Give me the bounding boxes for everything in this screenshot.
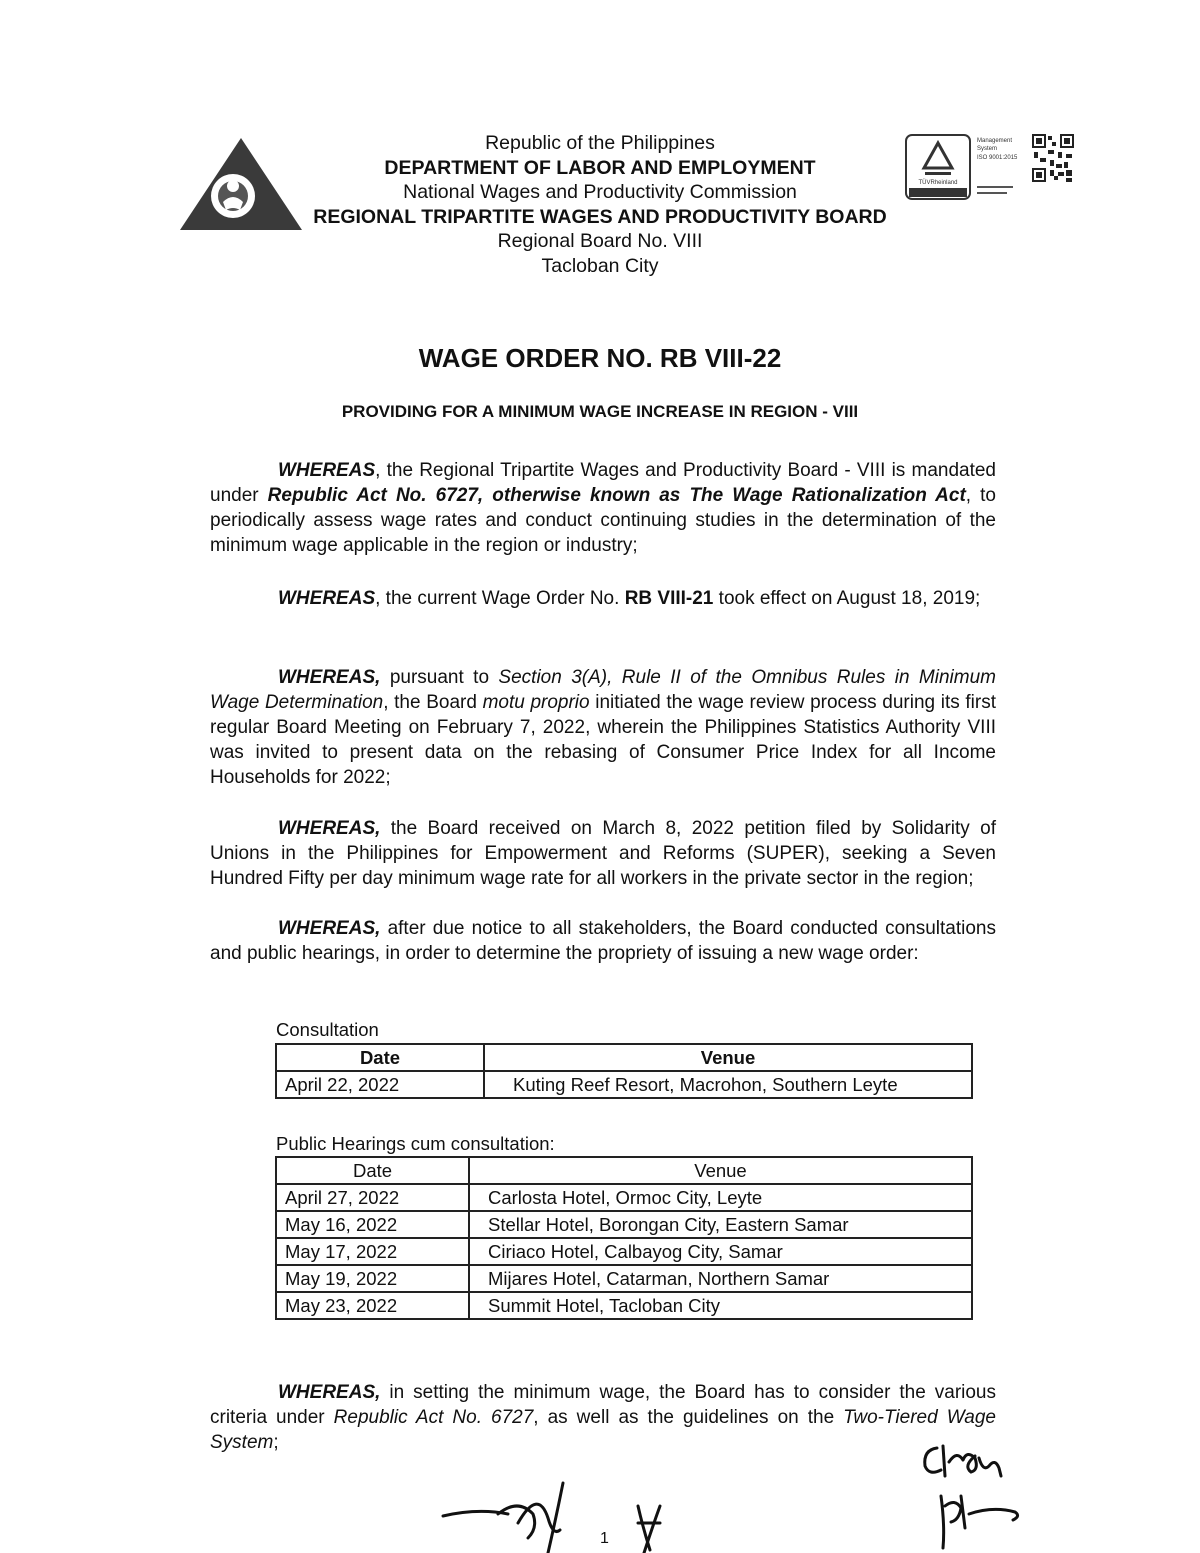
whereas-lead: WHEREAS, — [278, 918, 381, 939]
page-number: 1 — [600, 1530, 609, 1547]
cell-date: May 16, 2022 — [276, 1211, 469, 1238]
table-row — [276, 1184, 972, 1211]
paragraph-text: , the Board — [383, 692, 483, 713]
paragraph-text: , the current Wage Order No. — [375, 588, 625, 609]
dole-logo-icon — [178, 136, 304, 232]
paragraph-text: took effect on August 18, 2019; — [713, 588, 981, 609]
cert-label-iso: ISO 9001:2015 — [977, 155, 1018, 161]
paragraph-text: after due notice to all stakeholders, the Board conducted consultations and public hearings, in order to determine the propriety of issuing a new wage order: — [210, 918, 996, 964]
column-header-venue: Venue — [484, 1044, 972, 1071]
cert-label-management: Management — [977, 138, 1013, 144]
cell-venue: Ciriaco Hotel, Calbayog City, Samar — [469, 1238, 972, 1265]
signature-initials-icon — [438, 1478, 668, 1553]
paragraph-text: ; — [273, 1432, 279, 1453]
whereas-paragraph-4 — [210, 816, 996, 891]
consultation-caption: Consultation — [276, 1019, 379, 1040]
law-reference: Republic Act No. 6727 — [333, 1407, 534, 1428]
column-header-venue: Venue — [469, 1157, 972, 1184]
cell-venue: Kuting Reef Resort, Macrohon, Southern Leyte — [484, 1071, 972, 1098]
header-republic: Republic of the Philippines — [485, 132, 715, 154]
header-city: Tacloban City — [541, 254, 659, 277]
hearings-table — [275, 1156, 973, 1320]
document-subtitle: PROVIDING FOR A MINIMUM WAGE INCREASE IN REGION - VIII — [341, 402, 859, 421]
whereas-lead: WHEREAS — [278, 588, 376, 609]
whereas-lead: WHEREAS, — [278, 1382, 381, 1403]
paragraph-text: the Board received on March 8, 2022 petition filed by Solidarity of Unions in the Philippines for Empowerment and Reforms (SUPER), seeking a Seven Hundred Fifty per day minimum wage rate for all workers in the private sector in the region; — [210, 818, 996, 889]
cell-date: May 19, 2022 — [276, 1265, 469, 1292]
whereas-paragraph-3 — [210, 665, 996, 790]
cell-venue: Carlosta Hotel, Ormoc City, Leyte — [469, 1184, 972, 1211]
whereas-paragraph-6 — [210, 1380, 996, 1455]
handwritten-initials-icon — [915, 1436, 1025, 1551]
cell-venue: Stellar Hotel, Borongan City, Eastern Samar — [469, 1211, 972, 1238]
law-reference: Republic Act No. 6727, otherwise known as The Wage Rationalization Act — [267, 485, 966, 506]
qr-code-icon — [1032, 134, 1074, 182]
wage-order-reference: RB VIII-21 — [624, 588, 714, 609]
document-title: WAGE ORDER NO. RB VIII-22 — [418, 343, 782, 373]
whereas-lead: WHEREAS — [278, 460, 376, 481]
paragraph-text: in setting the minimum wage, the Board has to consider the various criteria under — [210, 1382, 996, 1428]
cell-date: April 27, 2022 — [276, 1184, 469, 1211]
certification-mark-icon — [905, 134, 1027, 202]
paragraph-text: initiated the wage review process during its first regular Board Meeting on February 7, 2022, wherein the Philippines Statistics Authority VIII was invited to present data on the rebasing of Consumer Price Index for all Income Households for 2022; — [210, 692, 996, 788]
whereas-paragraph-1 — [210, 458, 996, 558]
whereas-paragraph-2 — [210, 586, 996, 611]
header-board: REGIONAL TRIPARTITE WAGES AND PRODUCTIVITY BOARD — [313, 205, 887, 228]
cell-date: May 23, 2022 — [276, 1292, 469, 1319]
table-row — [276, 1292, 972, 1319]
cert-tuv-text: TÜVRheinland — [918, 180, 958, 186]
column-header-date: Date — [276, 1044, 484, 1071]
rule-reference: Section 3(A), Rule II of the Omnibus Rules in Minimum Wage Determination — [210, 667, 996, 713]
wage-system-reference: Two-Tiered Wage System — [210, 1407, 996, 1453]
paragraph-text: pursuant to — [380, 667, 499, 688]
whereas-paragraph-5 — [210, 916, 996, 966]
cell-date: April 22, 2022 — [276, 1071, 484, 1098]
paragraph-text: , as well as the guidelines on the — [533, 1407, 844, 1428]
table-header-row — [276, 1044, 972, 1071]
paragraph-text: , the Regional Tripartite Wages and Productivity Board - VIII is mandated under — [210, 460, 996, 506]
whereas-lead: WHEREAS, — [278, 667, 381, 688]
table-row — [276, 1238, 972, 1265]
table-row — [276, 1211, 972, 1238]
column-header-date: Date — [276, 1157, 469, 1184]
table-header-row — [276, 1157, 972, 1184]
latin-term: motu proprio — [482, 692, 590, 713]
whereas-lead: WHEREAS, — [278, 818, 381, 839]
paragraph-text: , to periodically assess wage rates and conduct continuing studies in the determination of the minimum wage applicable in the region or industry; — [210, 485, 996, 556]
cell-date: May 17, 2022 — [276, 1238, 469, 1265]
header-regional-board: Regional Board No. VIII — [497, 230, 703, 252]
table-row — [276, 1265, 972, 1292]
letterhead — [290, 131, 910, 278]
table-row — [276, 1071, 972, 1098]
cert-label-system: System — [977, 146, 998, 152]
hearings-caption: Public Hearings cum consultation: — [276, 1133, 555, 1154]
cell-venue: Mijares Hotel, Catarman, Northern Samar — [469, 1265, 972, 1292]
header-department: DEPARTMENT OF LABOR AND EMPLOYMENT — [384, 156, 816, 179]
header-commission: National Wages and Productivity Commission — [403, 181, 797, 203]
consultation-table — [275, 1043, 973, 1099]
cell-venue: Summit Hotel, Tacloban City — [469, 1292, 972, 1319]
